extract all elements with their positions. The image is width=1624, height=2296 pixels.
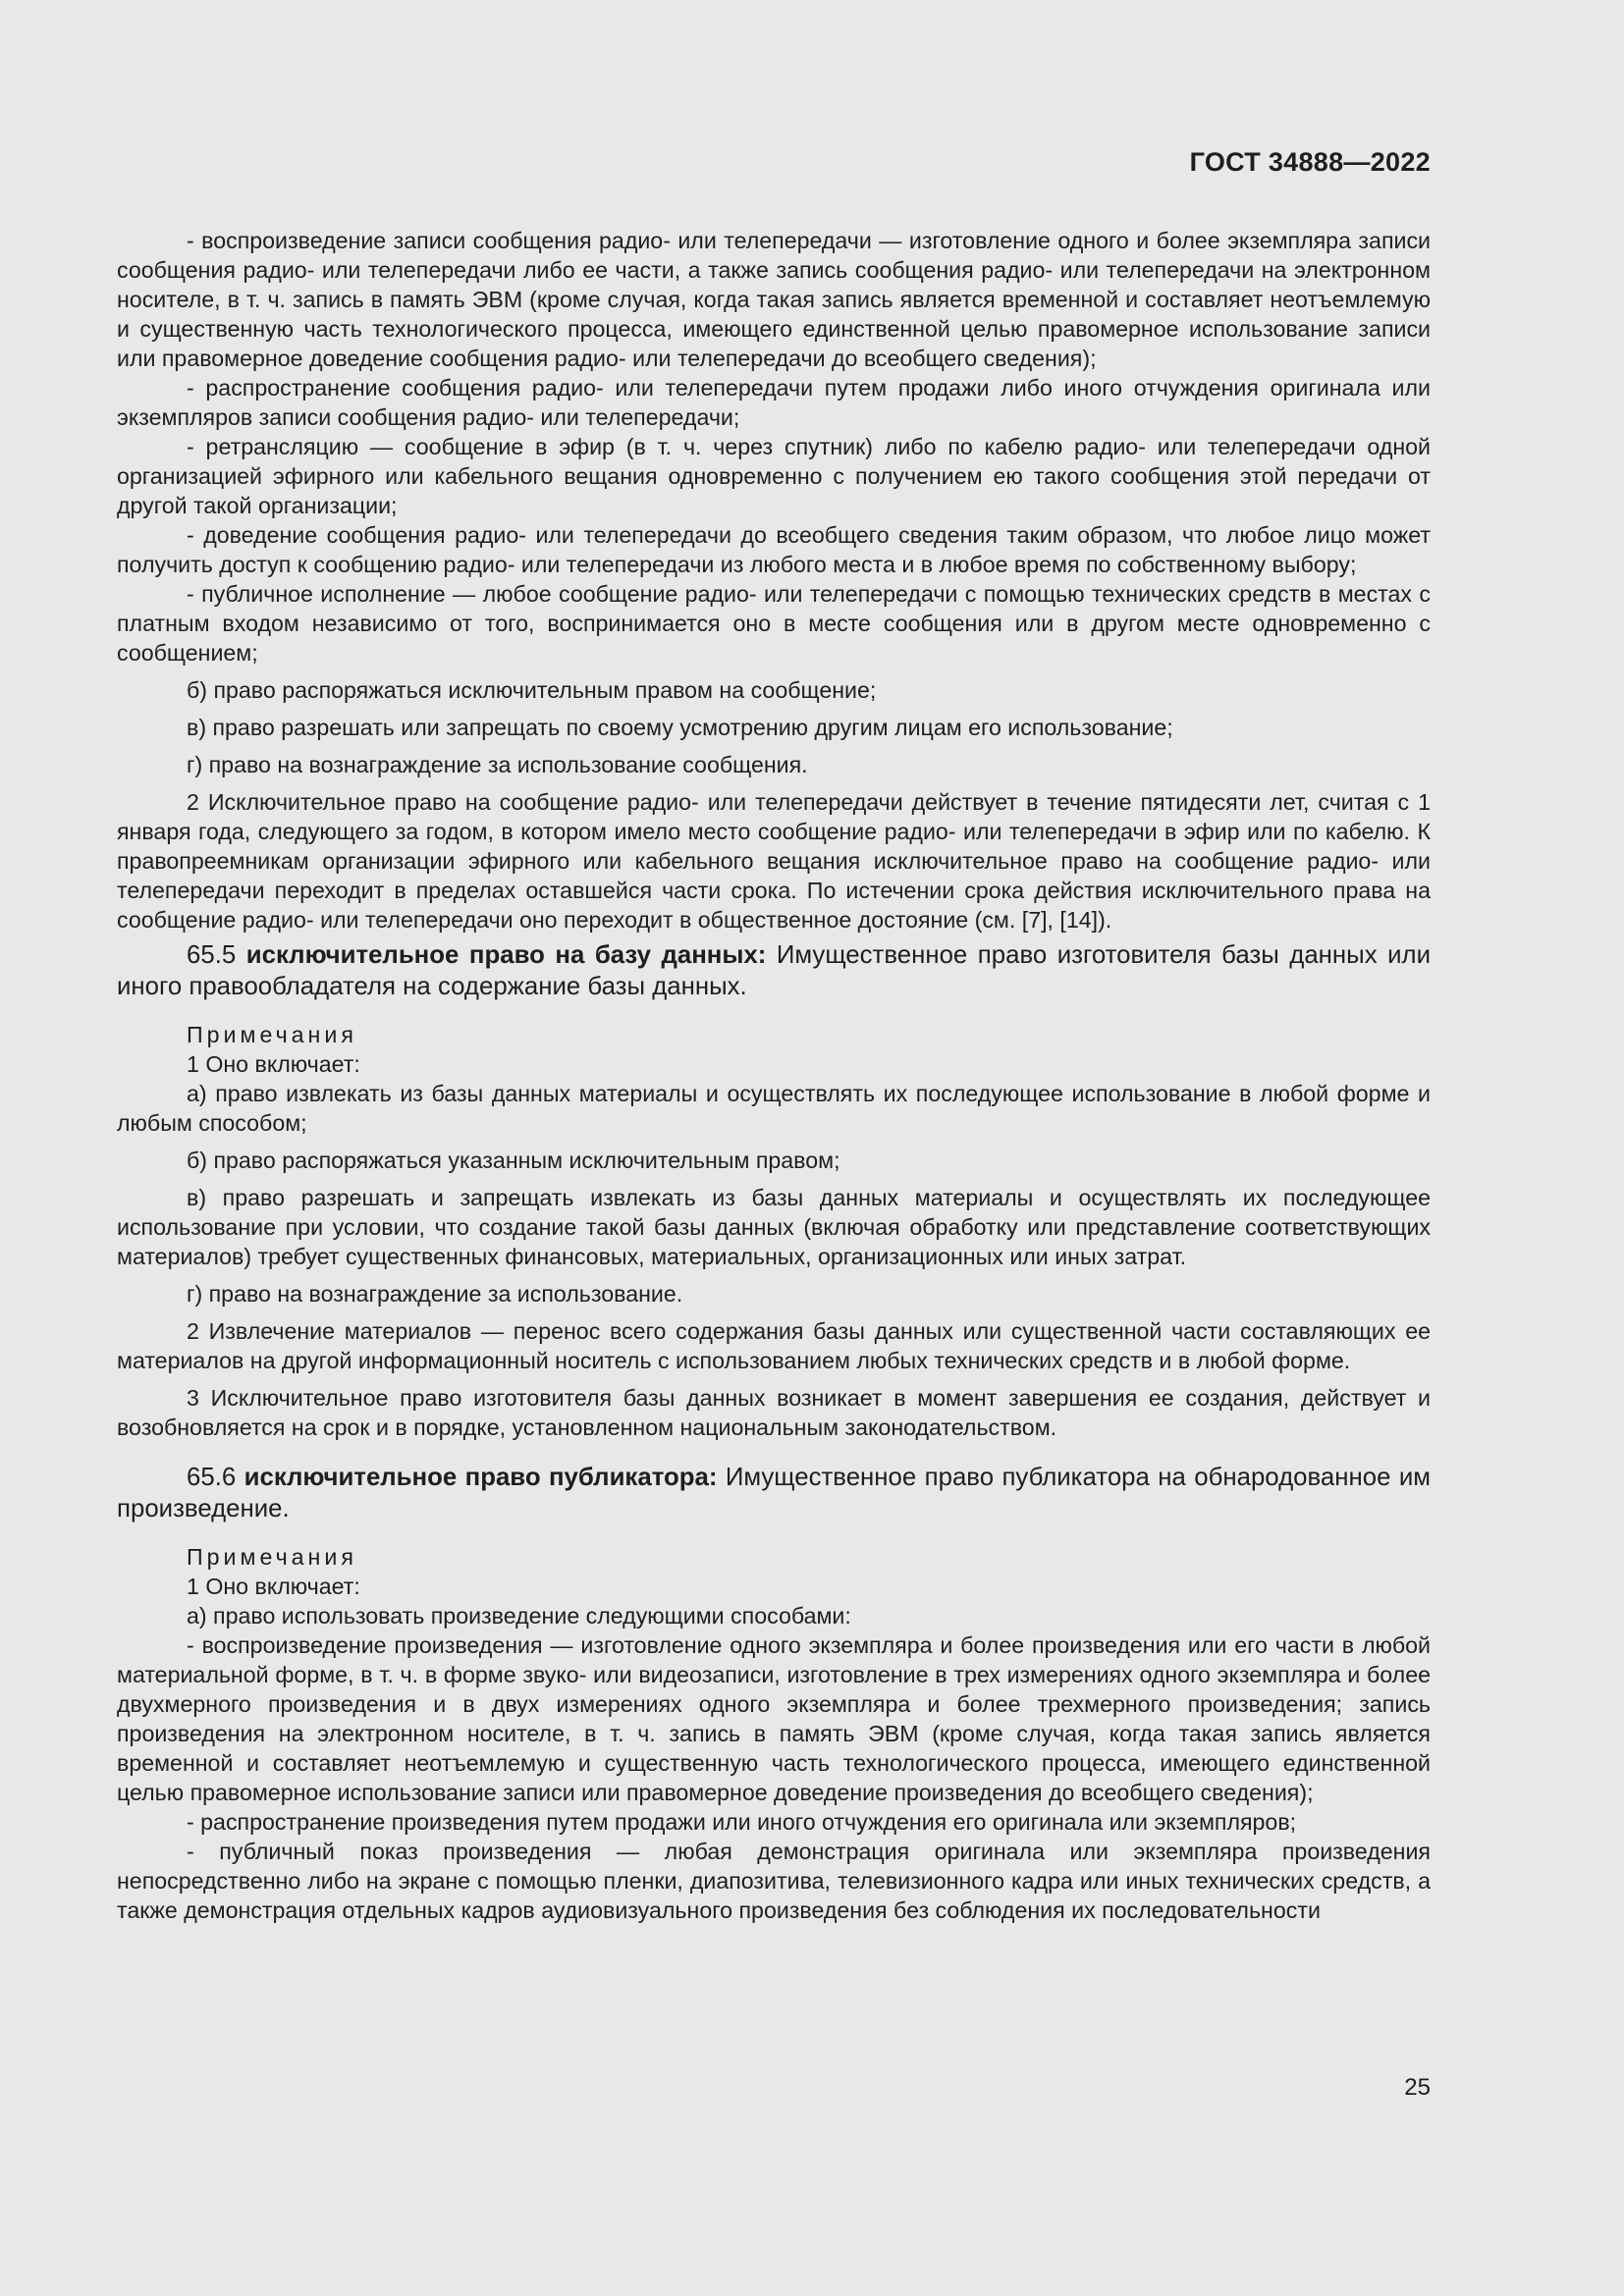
list-item: в) право разрешать или запрещать по своему усмотрению другим лицам его использование; — [187, 715, 1173, 740]
notes-heading: Примечания — [187, 1544, 357, 1570]
list-item: - публичный показ произведения — любая демонстрация оригинала или экземпляра произведения непосредственно либо на экране с помощью пленки, диапозитива, телевизионного кадра или иных технических средств, а также демонстрация отдельных кадров аудиовизуального произведения без соблюдения их последовательности — [117, 1839, 1431, 1923]
note-paragraph: 1 Оно включает: — [187, 1574, 360, 1599]
term-name: исключительное право на базу данных: — [245, 941, 767, 969]
note-paragraph: 3 Исключительное право изготовителя базы данных возникает в момент завершения ее создания, действует и возобновляется на срок и в порядке, установленном национальным законодательством. — [117, 1385, 1431, 1440]
list-item: - воспроизведение записи сообщения радио- или телепередачи — изготовление одного и более экземпляра записи сообщения радио- или телепередачи либо ее части, а также запись сообщения радио- или телепередачи на электронном носителе, в т. ч. запись в память ЭВМ (кроме случая, когда такая запись является временной и составляет неотъемлемую и существенную часть технологического процесса, имеющего единственной целью правомерное использование записи или правомерное доведение сообщения радио- или телепередачи до всеобщего сведения); — [117, 228, 1431, 371]
list-item: - распространение произведения путем продажи или иного отчуждения его оригинала или экземпляров; — [187, 1809, 1297, 1835]
note-paragraph: 2 Исключительное право на сообщение радио- или телепередачи действует в течение пятидесяти лет, считая с 1 января года, следующего за годом, в котором имело место сообщение радио- или телепередачи в эфир или по кабелю. К правопреемникам организации эфирного или кабельного вещания исключительное право на сообщение радио- или телепередачи переходит в пределах оставшейся части срока. По истечении срока действия исключительного права на сообщение радио- или телепередачи оно переходит в общественное достояние (см. [7], [14]). — [117, 789, 1431, 933]
page-body — [117, 226, 1431, 1925]
note-paragraph: г) право на вознаграждение за использование. — [187, 1281, 683, 1307]
document-code-header: ГОСТ 34888—2022 — [1189, 147, 1431, 177]
note-paragraph: а) право использовать произведение следующими способами: — [187, 1603, 851, 1629]
notes-heading: Примечания — [187, 1022, 357, 1047]
term-definition: Имущественное право публикатора на обнародованное им произведение. — [117, 1464, 1431, 1522]
note-paragraph: 1 Оно включает: — [187, 1051, 360, 1077]
list-item: - публичное исполнение — любое сообщение радио- или телепередачи с помощью технических средств в местах с платным входом независимо от того, воспринимается оно в месте сообщения или в другом месте одновременно с сообщением; — [117, 581, 1431, 666]
term-number: 65.6 — [187, 1464, 237, 1491]
list-item: г) право на вознаграждение за использование сообщения. — [187, 752, 808, 777]
term-number: 65.5 — [187, 941, 237, 969]
list-item: - воспроизведение произведения — изготовление одного экземпляра и более произведения или его части в любой материальной форме, в т. ч. в форме звуко- или видеозаписи, изготовление в трех измерениях одного экземпляра и более двухмерного произведения и в двух измерениях одного экземпляра и более трехмерного произведения; запись произведения на электронном носителе, в т. ч. запись в память ЭВМ (кроме случая, когда такая запись является временной и составляет неотъемлемую и существенную часть технологического процесса, имеющего единственной целью правомерное использование записи или правомерное доведение произведения до всеобщего сведения); — [117, 1632, 1431, 1805]
term-name: исключительное право публикатора: — [244, 1464, 718, 1491]
page-number: 25 — [1404, 2074, 1431, 2101]
list-item: - ретрансляцию — сообщение в эфир (в т. ч. через спутник) либо по кабелю радио- или телепередачи одной организацией эфирного или кабельного вещания одновременно с получением ею такого сообщения этой передачи от другой такой организации; — [117, 434, 1431, 518]
term-entry-65-5 — [117, 939, 1431, 1002]
note-paragraph: а) право извлекать из базы данных материалы и осуществлять их последующее использование в любой форме и любым способом; — [117, 1081, 1431, 1136]
note-paragraph: 2 Извлечение материалов — перенос всего содержания базы данных или существенной части составляющих ее материалов на другой информационный носитель с использованием любых технических средств и в любой форме. — [117, 1318, 1431, 1373]
note-paragraph: б) право распоряжаться указанным исключительным правом; — [187, 1148, 840, 1173]
term-entry-65-6 — [117, 1462, 1431, 1524]
list-item: - распространение сообщения радио- или телепередачи путем продажи либо иного отчуждения оригинала или экземпляров записи сообщения радио- или телепередачи; — [117, 375, 1431, 430]
term-definition: Имущественное право изготовителя базы данных или иного правообладателя на содержание базы данных. — [117, 941, 1432, 1000]
note-paragraph: в) право разрешать и запрещать извлекать из базы данных материалы и осуществлять их последующее использование при условии, что создание такой базы данных (включая обработку или представление соответствующих материалов) требует существенных финансовых, материальных, организационных или иных затрат. — [117, 1185, 1431, 1269]
list-item: - доведение сообщения радио- или телепередачи до всеобщего сведения таким образом, что любое лицо может получить доступ к сообщению радио- или телепередачи из любого места и в любое время по собственному выбору; — [117, 522, 1431, 577]
list-item: б) право распоряжаться исключительным правом на сообщение; — [187, 677, 877, 703]
